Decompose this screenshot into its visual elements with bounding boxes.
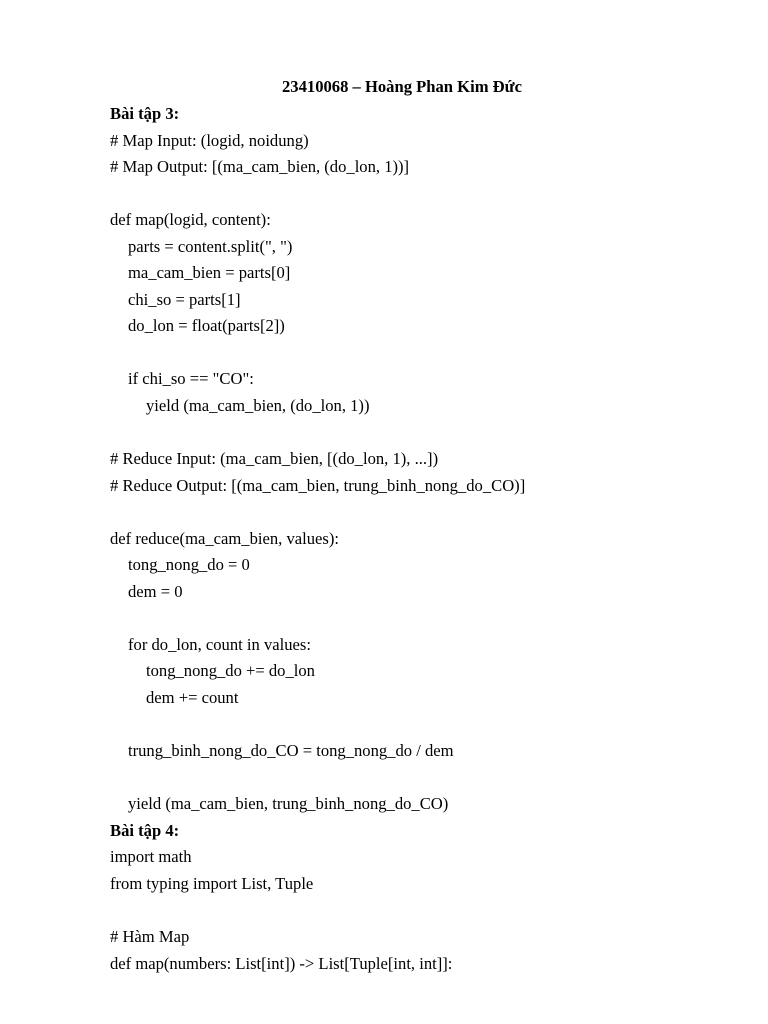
blank-line bbox=[110, 712, 525, 739]
blank-line bbox=[110, 181, 525, 208]
code-line: import math bbox=[110, 847, 192, 867]
code-line: tong_nong_do = 0 bbox=[128, 555, 250, 575]
code-line: dem += count bbox=[146, 688, 239, 708]
document-body bbox=[110, 101, 525, 977]
blank-line bbox=[110, 340, 525, 367]
code-line: def map(numbers: List[int]) -> List[Tuple[int, int]]: bbox=[110, 953, 453, 973]
document-title: 23410068 – Hoàng Phan Kim Đức bbox=[282, 77, 522, 96]
code-line: def reduce(ma_cam_bien, values): bbox=[110, 528, 339, 548]
blank-line bbox=[110, 765, 525, 792]
code-line: from typing import List, Tuple bbox=[110, 873, 314, 893]
code-comment-line: # Reduce Output: [(ma_cam_bien, trung_binh_nong_do_CO)] bbox=[110, 475, 526, 495]
code-line: if chi_so == "CO": bbox=[128, 369, 254, 389]
code-line: chi_so = parts[1] bbox=[128, 289, 241, 309]
section-heading: Bài tập 4: bbox=[110, 820, 180, 840]
blank-line bbox=[110, 499, 525, 526]
code-line: yield (ma_cam_bien, trung_binh_nong_do_CO) bbox=[128, 794, 449, 814]
code-line: dem = 0 bbox=[128, 581, 183, 601]
code-line: ma_cam_bien = parts[0] bbox=[128, 263, 291, 283]
section-heading: Bài tập 3: bbox=[110, 104, 180, 123]
code-line: parts = content.split(", ") bbox=[128, 236, 293, 256]
blank-line bbox=[110, 420, 525, 447]
code-line: def map(logid, content): bbox=[110, 210, 271, 230]
blank-line bbox=[110, 897, 525, 924]
code-comment-line: # Hàm Map bbox=[110, 926, 190, 946]
code-line: for do_lon, count in values: bbox=[128, 634, 311, 654]
code-comment-line: # Map Output: [(ma_cam_bien, (do_lon, 1))] bbox=[110, 157, 410, 177]
code-comment-line: # Reduce Input: (ma_cam_bien, [(do_lon, 1), ...]) bbox=[110, 449, 439, 469]
code-line: do_lon = float(parts[2]) bbox=[128, 316, 285, 336]
code-line: trung_binh_nong_do_CO = tong_nong_do / dem bbox=[128, 741, 454, 761]
code-line: tong_nong_do += do_lon bbox=[146, 661, 315, 681]
code-comment-line: # Map Input: (logid, noidung) bbox=[110, 130, 309, 150]
code-line: yield (ma_cam_bien, (do_lon, 1)) bbox=[146, 396, 370, 416]
blank-line bbox=[110, 605, 525, 632]
